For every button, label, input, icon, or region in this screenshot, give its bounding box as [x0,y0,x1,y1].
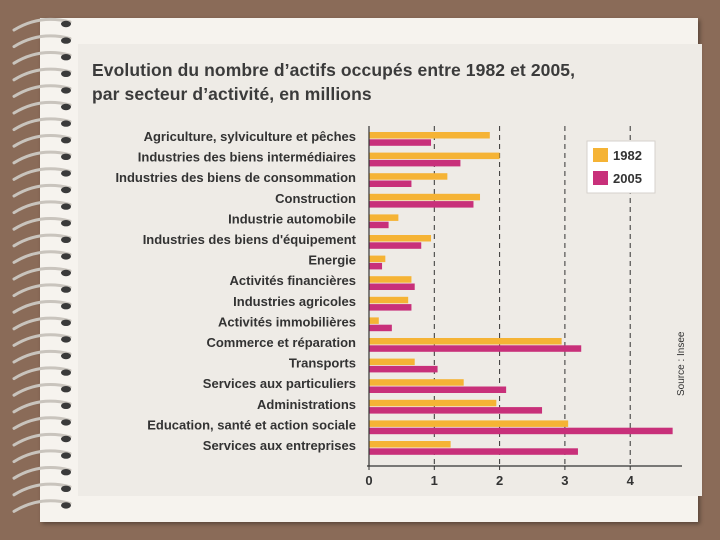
category-label: Agriculture, sylviculture et pêches [143,129,356,144]
binding-hole [61,403,71,409]
binding-hole [61,469,71,475]
binding-hole [61,87,71,93]
bar-1982-16 [369,441,451,448]
binding-hole [61,154,71,160]
legend-label-1982: 1982 [613,148,642,163]
chart-title-line-1: Evolution du nombre d’actifs occupés entre 1982 et 2005, [92,60,576,80]
binding-hole [61,419,71,425]
binding-hole [61,369,71,375]
binding-hole [61,353,71,359]
legend [587,141,655,193]
category-label: Industries des biens d'équipement [142,232,356,247]
bar-2005-2 [369,160,460,167]
binding-hole [61,104,71,110]
binding-hole [61,303,71,309]
binding-hole [61,336,71,342]
category-label: Services aux particuliers [202,376,356,392]
x-tick-label: 1 [430,473,438,488]
bar-1982-9 [369,297,408,304]
legend-swatch-1982 [593,148,608,162]
x-tick-label: 0 [365,473,373,488]
category-label: Activités immobilières [218,314,356,330]
binding-hole [61,37,71,43]
source-note: Source : Insee [676,331,687,396]
binding-hole [61,21,71,27]
bar-1982-7 [369,256,385,263]
binding-hole [61,187,71,193]
category-label: Administrations [257,396,356,412]
bar-1982-13 [369,379,464,386]
legend-label-2005: 2005 [613,171,642,186]
bar-1982-2 [369,153,500,160]
bar-1982-8 [369,276,411,283]
bar-1982-14 [369,400,496,407]
chart-title-line-2: par secteur d’activité, en millions [92,84,372,104]
bar-1982-10 [369,317,379,324]
category-label: Industries agricoles [233,293,356,309]
binding-hole [61,486,71,492]
binding-hole [61,170,71,176]
bar-2005-1 [369,139,431,146]
binding-hole [61,54,71,60]
bar-2005-9 [369,304,411,311]
bar-2005-14 [369,407,542,414]
bar-2005-6 [369,242,421,249]
bar-1982-6 [369,235,431,242]
category-label: Industrie automobile [228,211,356,227]
category-label: Education, santé et action sociale [147,417,356,433]
category-label: Commerce et réparation [206,335,356,350]
bar-2005-12 [369,366,438,373]
x-tick-label: 3 [561,473,569,488]
bar-1982-1 [369,132,490,139]
bar-2005-3 [369,181,411,188]
binding-hole [61,220,71,226]
binding-hole [61,502,71,508]
category-label: Energie [308,252,356,268]
bar-chart [78,44,702,496]
bar-2005-5 [369,222,389,229]
binding-hole [61,320,71,326]
category-label: Construction [275,190,356,206]
bar-2005-8 [369,284,415,291]
bar-2005-4 [369,201,473,208]
category-label: Industries des biens de consommation [115,170,356,186]
spiral-binding [0,0,90,540]
bar-1982-3 [369,173,447,180]
binding-hole [61,137,71,143]
category-label: Industries des biens intermédiaires [137,149,356,165]
binding-hole [61,452,71,458]
binding-hole [61,237,71,243]
category-label: Activités financières [229,273,356,289]
legend-swatch-2005 [593,171,608,185]
x-tick-label: 4 [626,473,634,488]
bar-1982-11 [369,338,562,345]
binding-hole [61,386,71,392]
x-tick-label: 2 [495,473,504,488]
bar-2005-16 [369,448,578,455]
binding-hole [61,120,71,126]
bar-2005-7 [369,263,382,270]
binding-hole [61,436,71,442]
bar-1982-4 [369,194,480,201]
bar-2005-11 [369,345,581,352]
binding-hole [61,270,71,276]
category-label: Services aux entreprises [202,438,356,453]
binding-hole [61,71,71,77]
bar-1982-15 [369,420,568,427]
binding-hole [61,203,71,209]
category-label: Transports [288,355,356,371]
bar-2005-15 [369,428,673,435]
bar-2005-10 [369,325,392,332]
bar-1982-5 [369,214,398,221]
binding-hole [61,253,71,259]
bar-1982-12 [369,359,415,366]
bar-2005-13 [369,387,506,394]
binding-hole [61,286,71,292]
